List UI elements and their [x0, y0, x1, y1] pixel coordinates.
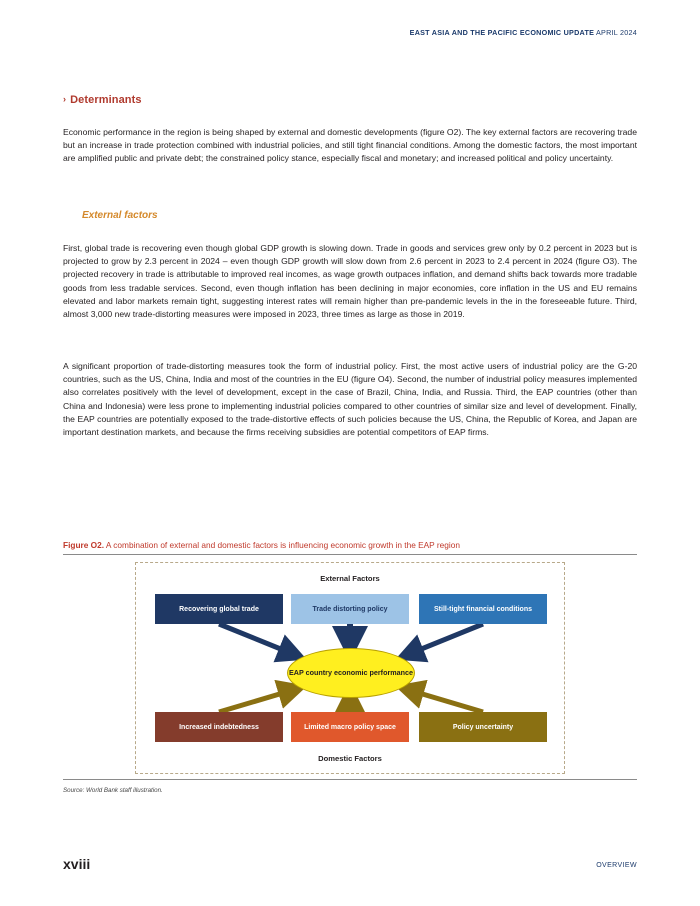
footer-section-name: OVERVIEW: [596, 862, 637, 869]
paragraph-3: A significant proportion of trade-distorting measures took the form of industrial policy. First, the most active users of industrial policy are the G-20 countries, such as the US, China, India and most of the countries in the EU (figure O4). Second, the number of industrial policy measures implemented also correlates positively with the level of development, except in the case of Brazil, China, India, and Russia. Third, the EAP countries (other than China and Indonesia) were less prone to implementing industrial policies compared to other countries of similar size and level of development. Finally, the EAP countries are potentially exposed to the trade-distortive effects of such policies because the US, China, the Republic of Korea, and Japan are important destination markets, and because the firms receiving subsidies are potential competitors of EAP firms.: [63, 361, 637, 438]
paragraph-1: Economic performance in the region is being shaped by external and domestic developments (figure O2). The key external factors are recovering trade but an increase in trade protection combined with industrial policies, and still tight financial conditions. Among the domestic factors, the most important are amplified public and private debt; the constrained policy stance, especially fiscal and monetary; and increased political and policy uncertainty.: [63, 127, 637, 164]
section-heading-label: Determinants: [70, 94, 142, 106]
figure-top-rule: [63, 554, 637, 555]
running-header-title: EAST ASIA AND THE PACIFIC ECONOMIC UPDATE: [409, 28, 595, 37]
figure-source: Source: World Bank staff illustration.: [63, 787, 163, 794]
figure-caption-text: A combination of external and domestic factors is influencing economic growth in the EAP region: [105, 540, 460, 550]
subheading-external-factors: External factors: [82, 210, 158, 221]
running-header-date: APRIL 2024: [596, 28, 637, 37]
diagram-node-policy-uncertainty: Policy uncertainty: [419, 712, 547, 742]
section-heading: [63, 94, 142, 106]
figure-label: Figure O2.: [63, 540, 105, 550]
figure-caption: [63, 540, 637, 550]
diagram-node-recovering-global-trade: Recovering global trade: [155, 594, 283, 624]
paragraph-2: First, global trade is recovering even though global GDP growth is slowing down. Trade in goods and services grew only by 0.2 percent in 2023 but is projected to grow by 2.3 percent in 2024 – even though GDP growth will slow down from 2.6 percent in 2023 to 2.4 percent in 2024 (figure O3). The projected recovery in trade is attributable to improved real incomes, as wage growth outpaces inflation, and demand shifts back towards more tradable goods from less tradable services. Second, even though inflation has been declining in major economies, core inflation in the US and EU remains elevated and labor markets remain tight, suggesting interest rates will remain higher than pre-pandemic levels in the in the foreseeable future. Third, almost 3,000 new trade-distorting measures were imposed in 2023, three times as large as those in 2019.: [63, 243, 637, 320]
external-factors-title: External Factors: [320, 574, 380, 583]
diagram-node-limited-macro-policy-space: Limited macro policy space: [291, 712, 409, 742]
diagram-node-increased-indebtedness: Increased indebtedness: [155, 712, 283, 742]
running-header: [63, 28, 637, 37]
diagram-node-still-tight-financial-conditions: Still-tight financial conditions: [419, 594, 547, 624]
domestic-factors-title: Domestic Factors: [318, 754, 382, 763]
diagram-node-center: EAP country economic performance: [287, 648, 415, 698]
page-number: xviii: [63, 856, 91, 872]
bullet-icon: ›: [63, 94, 67, 104]
figure-diagram: [135, 562, 565, 774]
figure-bottom-rule: [63, 779, 637, 780]
diagram-node-trade-distorting-policy: Trade distorting policy: [291, 594, 409, 624]
